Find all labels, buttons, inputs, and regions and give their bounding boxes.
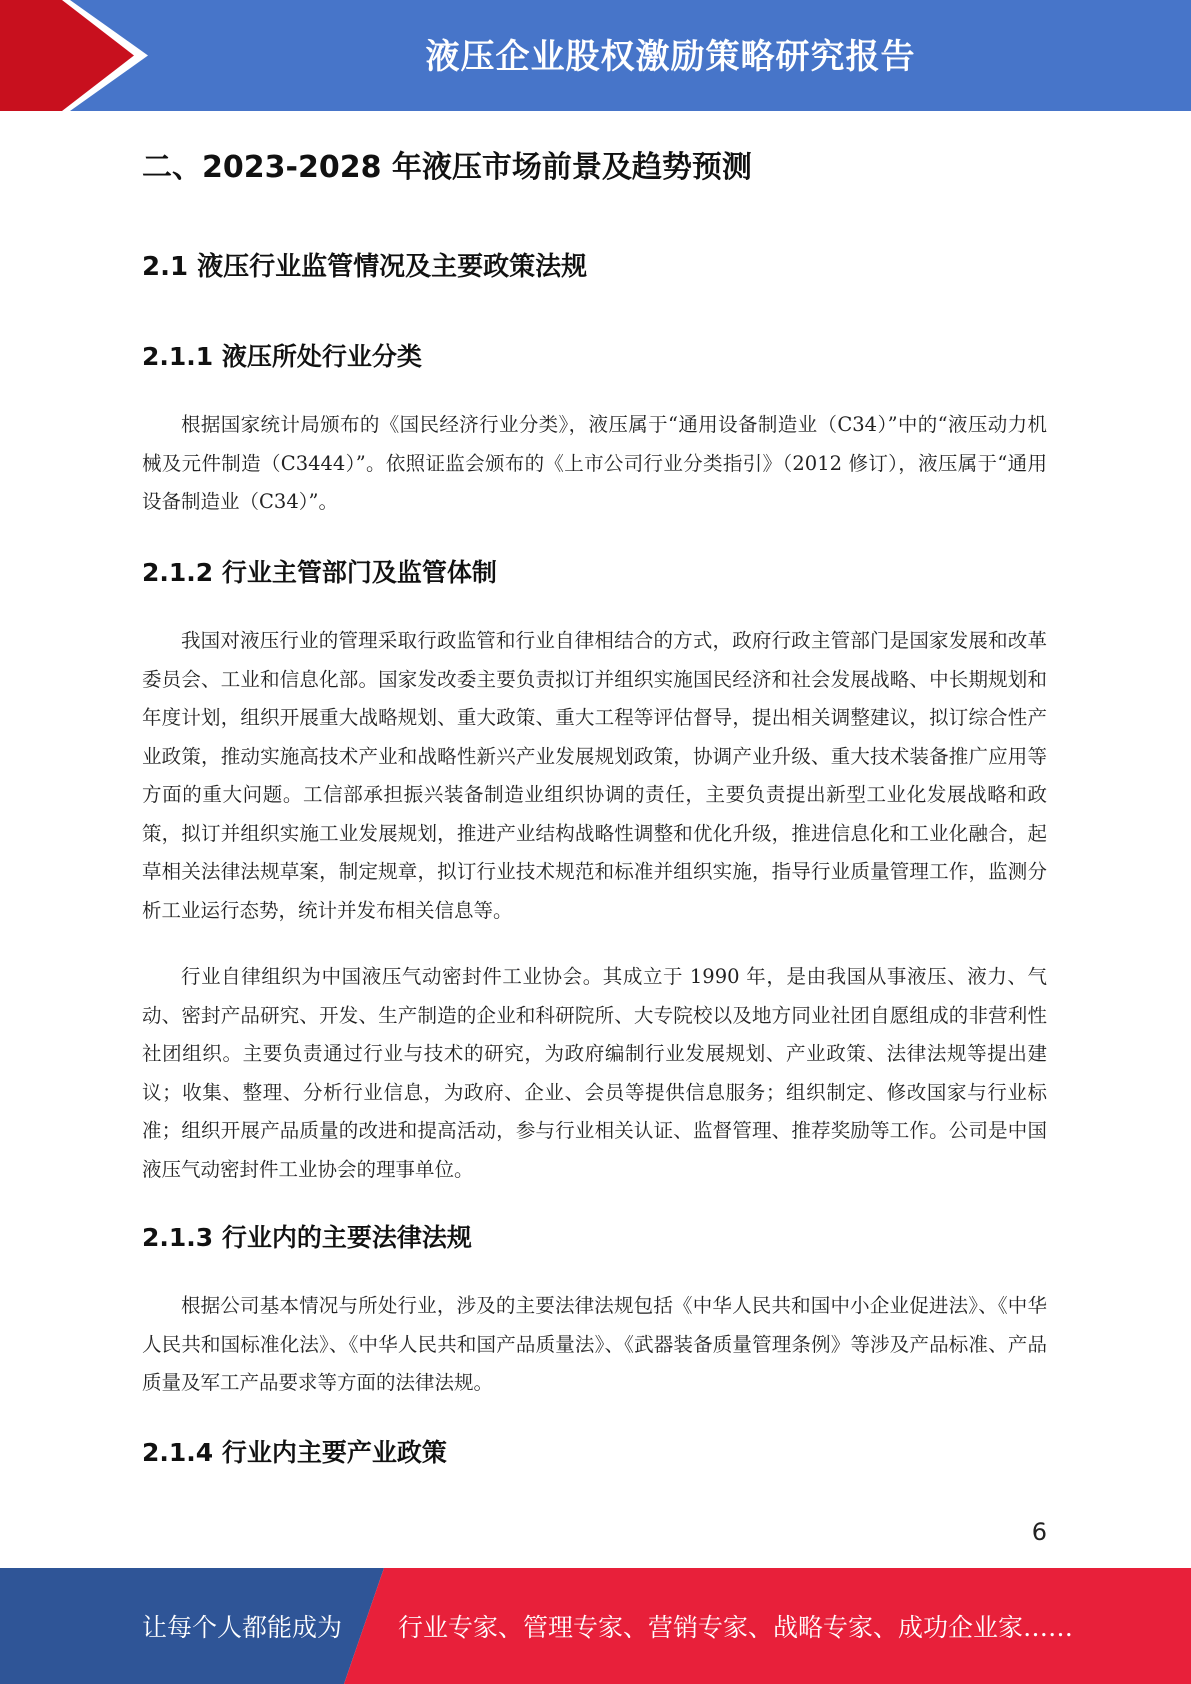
header-chevron-decoration	[0, 0, 150, 111]
page-header	[0, 0, 1191, 111]
page-number: 6	[1031, 1518, 1047, 1546]
paragraph-laws-regulations: 根据公司基本情况与所处行业，涉及的主要法律法规包括《中华人民共和国中小企业促进法》、《中华人民共和国标准化法》、《中华人民共和国产品质量法》、《武器装备质量管理条例》等涉及产品标准、产品质量及军工产品要求等方面的法律法规。	[142, 1294, 1047, 1394]
section-heading: 二、2023-2028 年液压市场前景及趋势预测	[142, 150, 752, 185]
item-heading-2-1-4: 2.1.4 行业内主要产业政策	[142, 1438, 447, 1467]
paragraph-regulatory-authority: 我国对液压行业的管理采取行政监管和行业自律相结合的方式，政府行政主管部门是国家发展和改革委员会、工业和信息化部。国家发改委主要负责拟订并组织实施国民经济和社会发展战略、中长期规划和年度计划，组织开展重大战略规划、重大政策、重大工程等评估督导，提出相关调整建议，拟订综合性产业政策，推动实施高技术产业和战略性新兴产业发展规划政策，协调产业升级、重大技术装备推广应用等方面的重大问题。工信部承担振兴装备制造业组织协调的责任，主要负责提出新型工业化发展战略和政策，拟订并组织实施工业发展规划，推进产业结构战略性调整和优化升级，推进信息化和工业化融合，起草相关法律法规草案，制定规章，拟订行业技术规范和标准并组织实施，指导行业质量管理工作，监测分析工业运行态势，统计并发布相关信息等。	[142, 629, 1047, 922]
paragraph-industry-classification: 根据国家统计局颁布的《国民经济行业分类》，液压属于“通用设备制造业（C34）”中的“液压动力机械及元件制造（C3444）”。依照证监会颁布的《上市公司行业分类指引》（2012 修订），液压属于“通用设备制造业（C34）”。	[142, 413, 1047, 513]
item-heading-2-1-2: 2.1.2 行业主管部门及监管体制	[142, 558, 497, 587]
footer-slogan-right: 行业专家、管理专家、营销专家、战略专家、成功企业家……	[398, 1613, 1074, 1642]
report-title: 液压企业股权激励策略研究报告	[425, 36, 916, 77]
item-heading-2-1-1: 2.1.1 液压所处行业分类	[142, 342, 422, 371]
page-footer	[0, 1568, 1191, 1684]
footer-slogan-left: 让每个人都能成为	[142, 1613, 343, 1642]
item-heading-2-1-3: 2.1.3 行业内的主要法律法规	[142, 1223, 472, 1252]
subsection-heading: 2.1 液压行业监管情况及主要政策法规	[142, 252, 588, 282]
paragraph-self-regulatory-org: 行业自律组织为中国液压气动密封件工业协会。其成立于 1990 年，是由我国从事液压、液力、气动、密封产品研究、开发、生产制造的企业和科研院所、大专院校以及地方同业社团自愿组成的非营利性社团组织。主要负责通过行业与技术的研究，为政府编制行业发展规划、产业政策、法律法规等提出建议；收集、整理、分析行业信息，为政府、企业、会员等提供信息服务；组织制定、修改国家与行业标准；组织开展产品质量的改进和提高活动，参与行业相关认证、监督管理、推荐奖励等工作。公司是中国液压气动密封件工业协会的理事单位。	[142, 965, 1047, 1181]
